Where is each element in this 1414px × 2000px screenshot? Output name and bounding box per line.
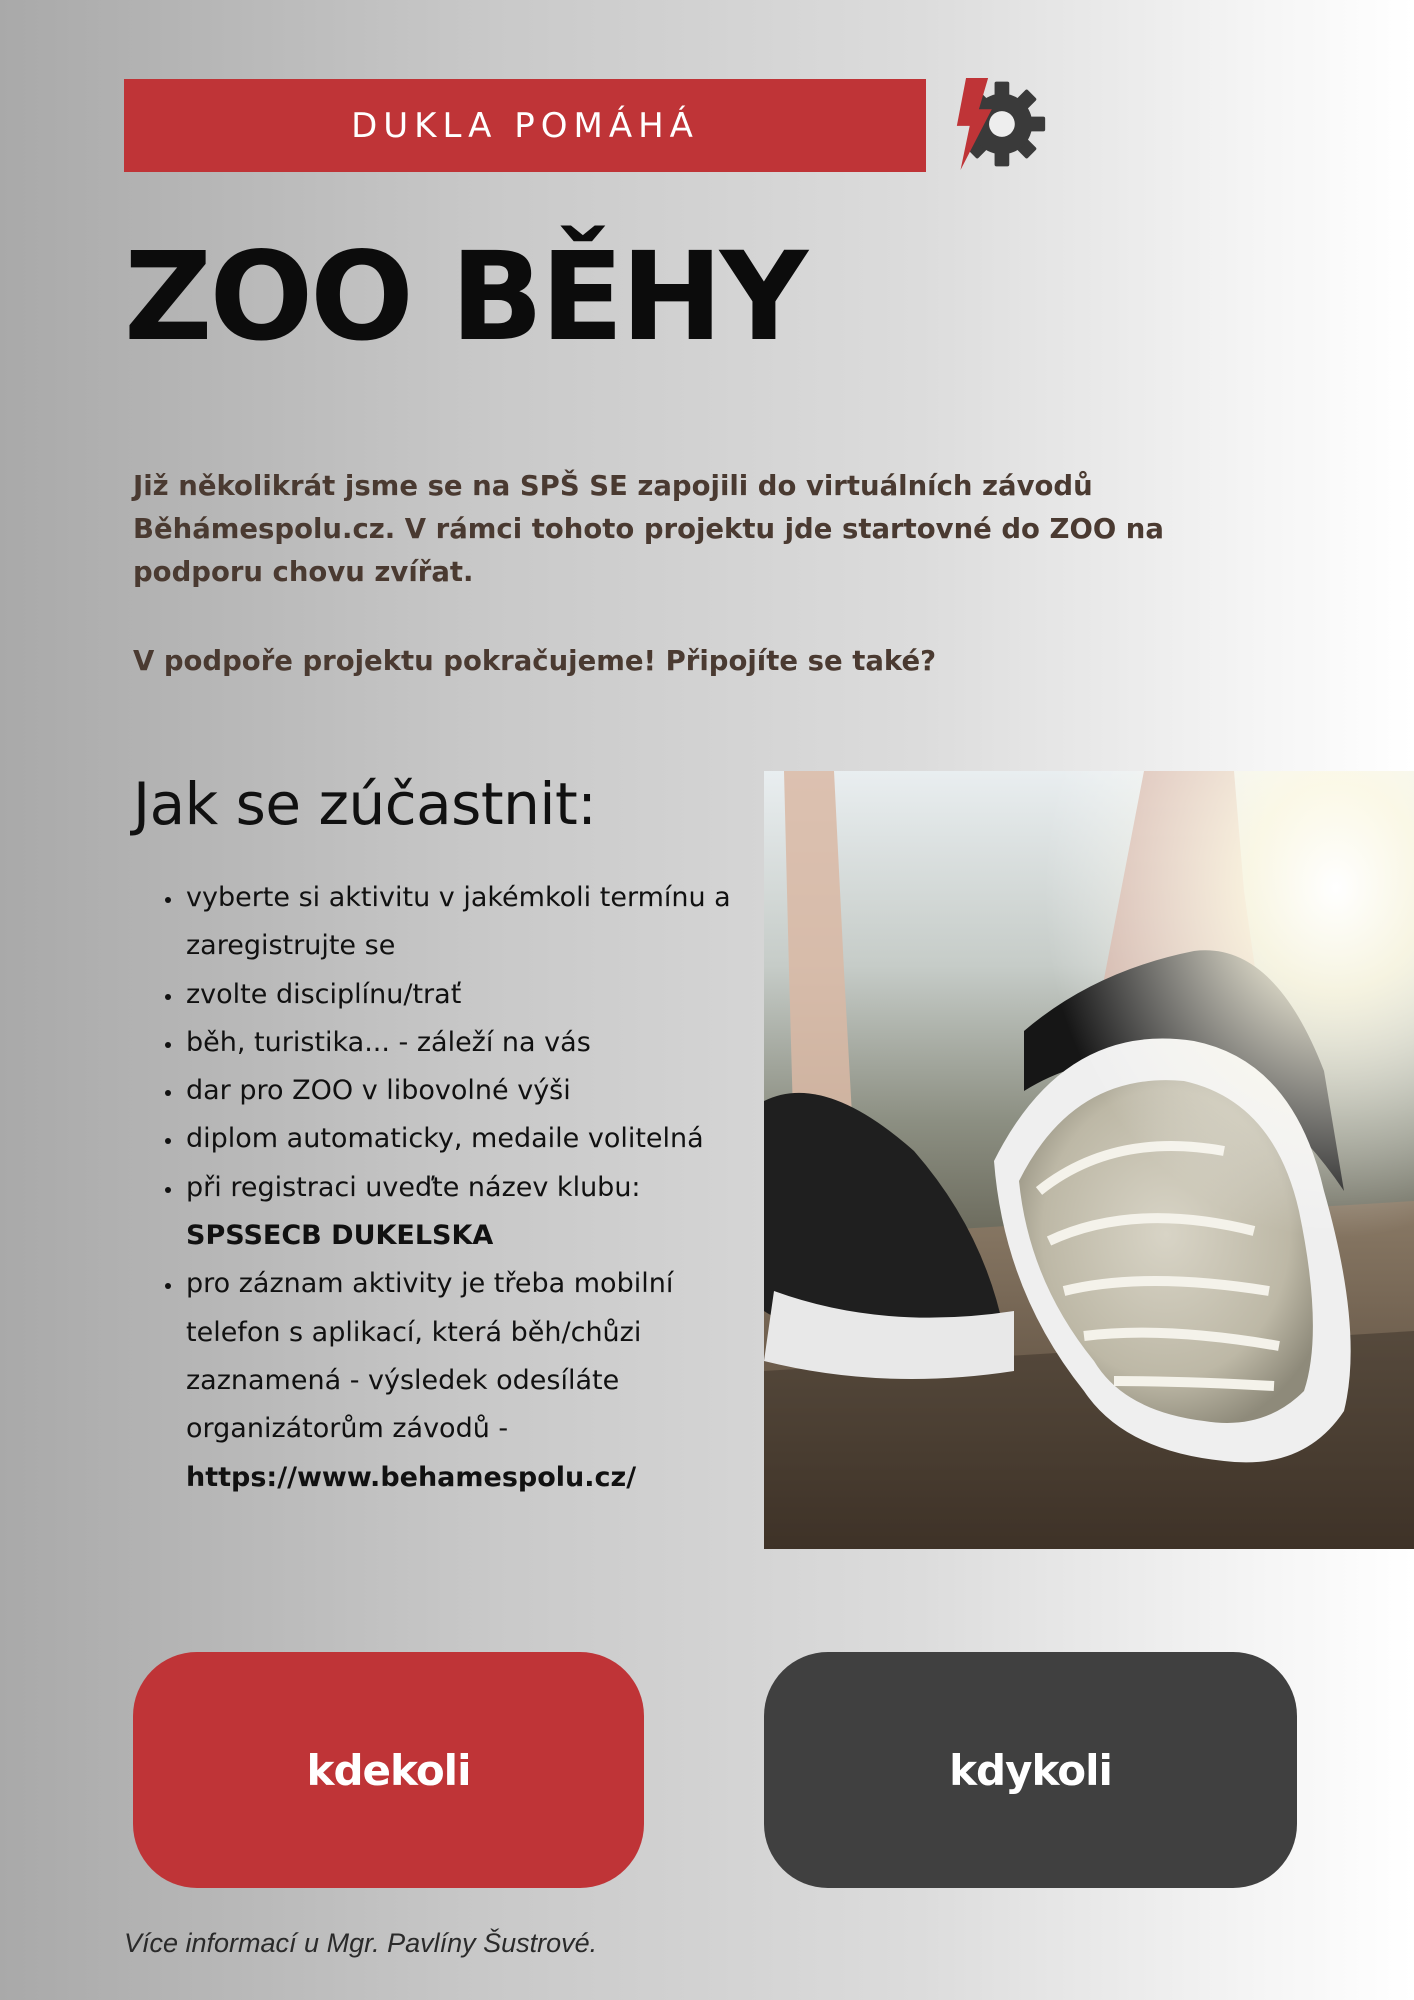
lightning-gear-logo xyxy=(955,78,1047,170)
list-item xyxy=(184,1260,754,1501)
header-banner xyxy=(124,79,926,172)
list-item: • zvolte disciplínu/trať xyxy=(184,971,754,1019)
page-title: ZOO BĚHY xyxy=(124,226,806,368)
list-item: • běh, turistika... - záleží na vás xyxy=(184,1019,754,1067)
time-label: kdykoli xyxy=(949,1745,1112,1795)
running-shoe-image xyxy=(764,771,1414,1549)
steps-list xyxy=(150,874,754,1502)
call-to-action: V podpoře projektu pokračujeme! Připojíte se také? xyxy=(133,645,937,677)
location-pill xyxy=(133,1652,644,1888)
time-pill xyxy=(764,1652,1297,1888)
banner-label: DUKLA POMÁHÁ xyxy=(351,105,699,146)
list-item xyxy=(184,1164,754,1261)
club-step-text: při registraci uveďte název klubu: xyxy=(186,1171,641,1203)
registration-link[interactable]: https://www.behamespolu.cz/ xyxy=(186,1461,637,1493)
list-item: • dar pro ZOO v libovolné výši xyxy=(184,1067,754,1115)
how-to-join-heading: Jak se zúčastnit: xyxy=(133,770,597,838)
intro-paragraph: Již několikrát jsme se na SPŠ SE zapojili do virtuálních závodů Běhámespolu.cz. V rámci tohoto projektu jde startovné do ZOO na podporu chovu zvířat. xyxy=(133,470,1164,588)
app-step-text: pro záznam aktivity je třeba mobilní telefon s aplikací, která běh/chůzi zaznamená - výsledek odesíláte organizátorům závodů - xyxy=(186,1268,674,1445)
location-label: kdekoli xyxy=(306,1745,471,1795)
list-item: • vyberte si aktivitu v jakémkoli termínu a zaregistrujte se xyxy=(184,874,754,971)
footer-contact: Více informací u Mgr. Pavlíny Šustrové. xyxy=(124,1928,598,1958)
running-shoe-photo xyxy=(764,771,1414,1549)
club-name: SPSSECB DUKELSKA xyxy=(186,1220,494,1252)
list-item: • diplom automaticky, medaile volitelná xyxy=(184,1115,754,1163)
